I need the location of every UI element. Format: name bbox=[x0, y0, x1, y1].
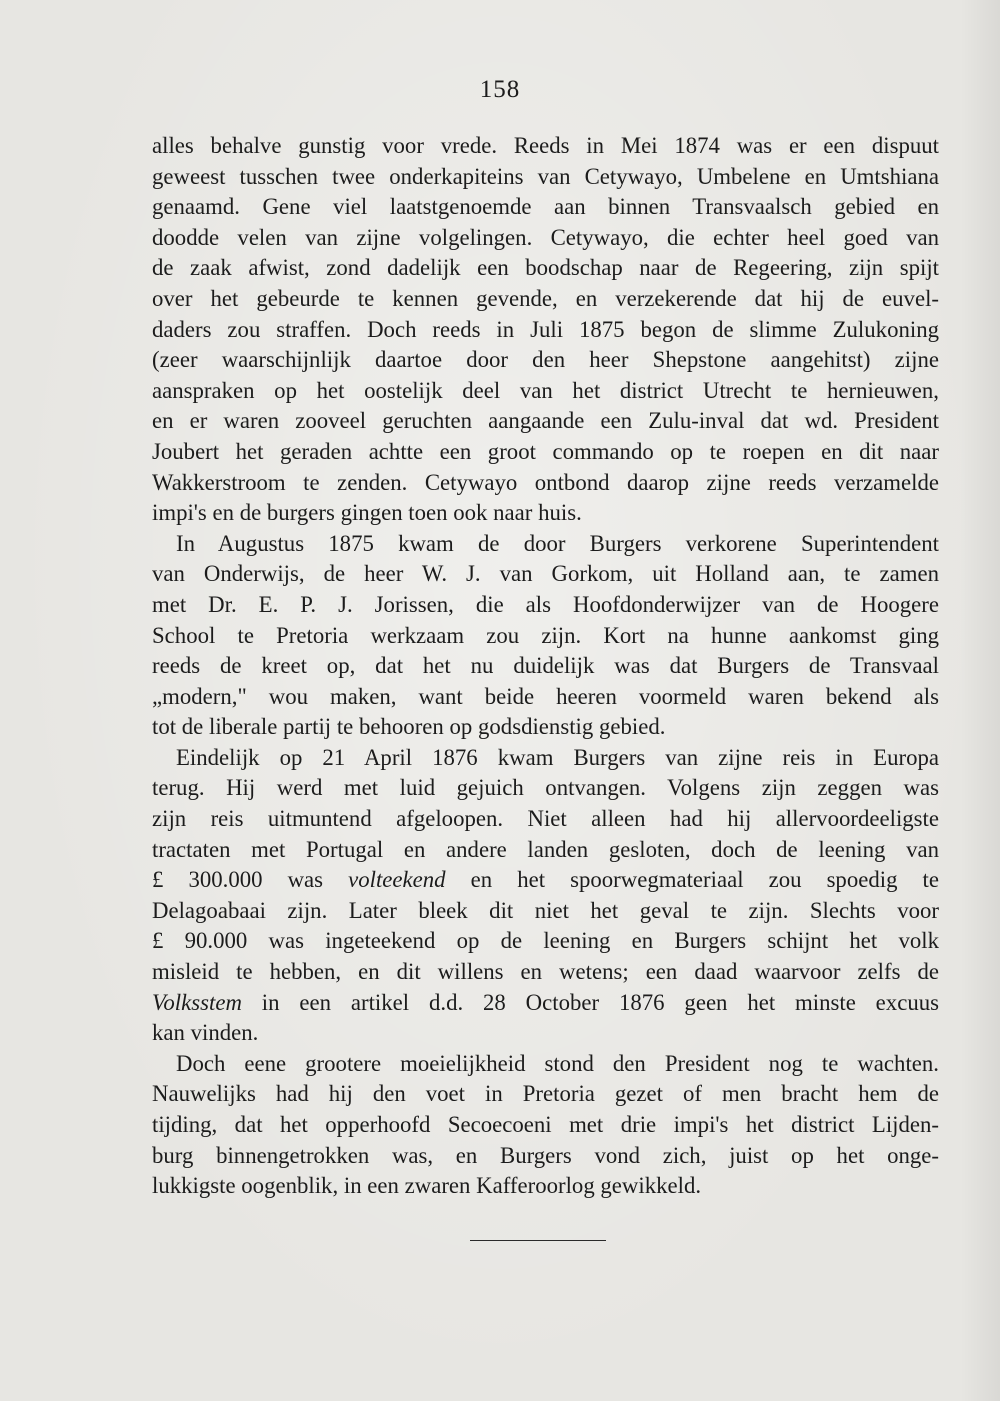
text-line: kan vinden. bbox=[152, 1020, 259, 1046]
text-line: daders zou straffen. Doch reeds in Juli 1875 begon de slimme Zulukoning bbox=[152, 316, 939, 342]
text-line: lukkigste oogenblik, in een zwaren Kafferoorlog gewikkeld. bbox=[152, 1173, 702, 1199]
text-line: tijding, dat het opperhoofd Secoecoeni met drie impi's het district Lijden- bbox=[152, 1112, 939, 1137]
text-line: genaamd. Gene viel laatstgenoemde aan binnen Transvaalsch gebied en bbox=[152, 194, 939, 220]
body-text bbox=[152, 131, 939, 1202]
text-line: doodde velen van zijne volgelingen. Cetywayo, die echter heel goed van bbox=[152, 224, 939, 250]
paragraph-4 bbox=[152, 1049, 939, 1202]
text-line: In Augustus 1875 kwam de door Burgers verkorene Superintendent bbox=[176, 530, 939, 556]
text-line: over het gebeurde te kennen gevende, en verzekerende dat hij de euvel- bbox=[152, 285, 939, 311]
text-line: en er waren zooveel geruchten aangaande een Zulu-inval dat wd. President bbox=[152, 408, 939, 434]
text-line: geweest tusschen twee onderkapiteins van Cetywayo, Umbelene en Umtshiana bbox=[152, 163, 939, 189]
text-line: burg binnengetrokken was, en Burgers vond zich, juist op het onge- bbox=[152, 1142, 939, 1168]
paragraph-2 bbox=[152, 529, 939, 743]
text-line: reeds de kreet op, dat het nu duidelijk was dat Burgers de Transvaal bbox=[152, 653, 939, 679]
text-line-with-emphasis bbox=[152, 865, 939, 896]
text-line: Joubert het geraden achtte een groot commando op te roepen en dit naar bbox=[152, 438, 939, 464]
page-number: 158 bbox=[479, 76, 521, 103]
text-line: van Onderwijs, de heer W. J. van Gorkom, uit Holland aan, te zamen bbox=[152, 561, 939, 587]
text-segment: £ 300.000 was bbox=[152, 867, 349, 893]
text-line: misleid te hebben, en dit willens en wetens; een daad waarvoor zelfs de bbox=[152, 959, 939, 985]
section-separator-rule bbox=[470, 1240, 606, 1241]
text-line: de zaak afwist, zond dadelijk een boodschap naar de Regeering, zijn spijt bbox=[152, 255, 939, 281]
text-line: Nauwelijks had hij den voet in Pretoria gezet of men bracht hem de bbox=[152, 1081, 939, 1107]
text-line: tractaten met Portugal en andere landen gesloten, doch de leening van bbox=[152, 836, 939, 862]
text-line: aanspraken op het oostelijk deel van het district Utrecht te hernieuwen, bbox=[152, 377, 939, 403]
text-line: School te Pretoria werkzaam zou zijn. Kort na hunne aankomst ging bbox=[152, 622, 939, 648]
paragraph-1 bbox=[152, 131, 939, 529]
text-line: Doch eene grootere moeielijkheid stond den President nog te wachten. bbox=[176, 1050, 939, 1076]
text-line: (zeer waarschijnlijk daartoe door den heer Shepstone aangehitst) zijne bbox=[152, 347, 939, 373]
text-line: alles behalve gunstig voor vrede. Reeds in Mei 1874 was er een dispuut bbox=[152, 133, 939, 158]
text-line-with-emphasis bbox=[152, 988, 939, 1019]
text-line: Eindelijk op 21 April 1876 kwam Burgers van zijne reis in Europa bbox=[176, 744, 939, 770]
page-edge-shadow bbox=[960, 0, 1000, 1401]
text-line: Wakkerstroom te zenden. Cetywayo ontbond daarop zijne reeds verzamelde bbox=[152, 469, 939, 495]
text-segment: en het spoorwegmateriaal zou spoedig te bbox=[445, 867, 939, 893]
paragraph-3 bbox=[152, 743, 939, 1049]
text-line: £ 90.000 was ingeteekend op de leening en Burgers schijnt het volk bbox=[152, 928, 939, 954]
text-line: terug. Hij werd met luid gejuich ontvangen. Volgens zijn zeggen was bbox=[152, 775, 939, 801]
text-line: tot de liberale partij te behooren op godsdienstig gebied. bbox=[152, 714, 666, 740]
text-segment: in een artikel d.d. 28 October 1876 geen het minste excuus bbox=[241, 989, 939, 1015]
text-line: Delagoabaai zijn. Later bleek dit niet het geval te zijn. Slechts voor bbox=[152, 897, 939, 923]
emphasized-word: volteekend bbox=[348, 867, 446, 893]
emphasized-word: Volksstem bbox=[152, 989, 242, 1015]
text-line: zijn reis uitmuntend afgeloopen. Niet alleen had hij allervoordeeligste bbox=[152, 806, 939, 832]
text-line: met Dr. E. P. J. Jorissen, die als Hoofdonderwijzer van de Hoogere bbox=[152, 591, 939, 617]
text-line: „modern," wou maken, want beide heeren voormeld waren bekend als bbox=[152, 683, 939, 709]
text-line: impi's en de burgers gingen toen ook naar huis. bbox=[152, 500, 582, 526]
